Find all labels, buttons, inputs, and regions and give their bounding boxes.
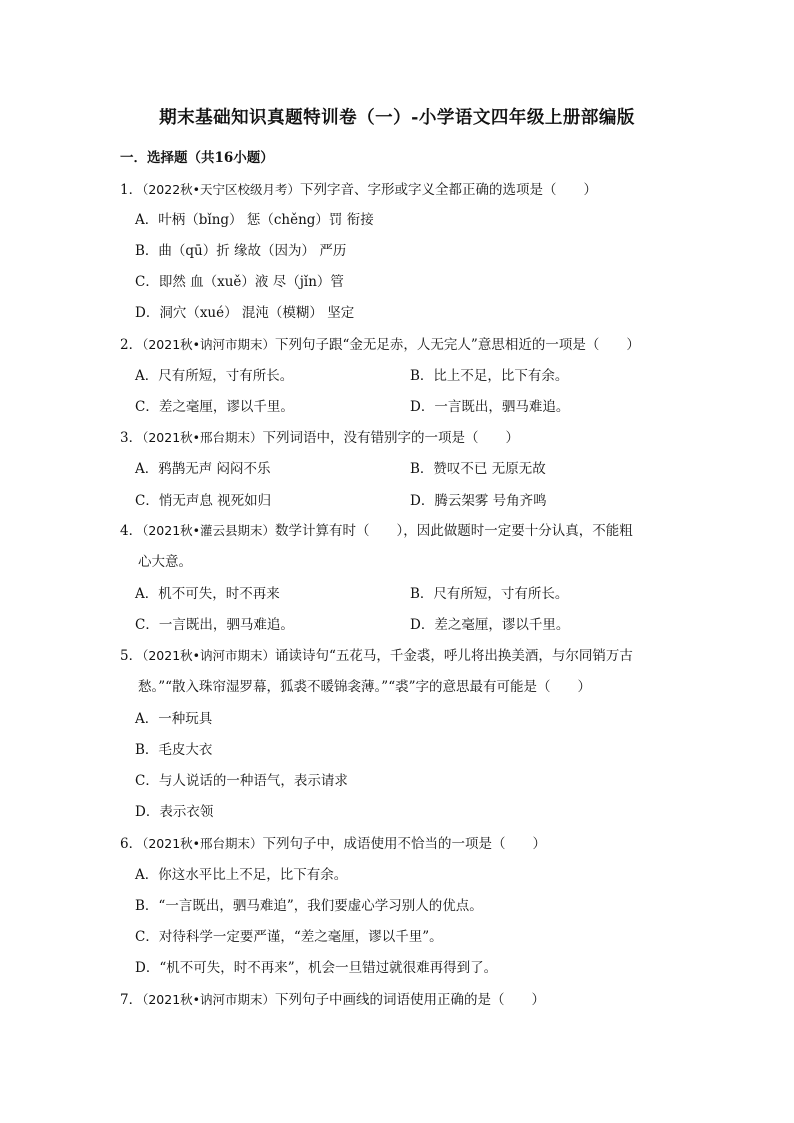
question-stem: 5．（2021秋•讷河市期末）诵读诗句“五花马，千金裘，呼儿将出换美酒，与尔同销万古 [120,648,633,664]
option-a: A．鸦鹊无声 闷闷不乐 [135,461,271,477]
option-a: A．机不可失，时不再来 [135,586,280,602]
question-source: （2021秋•邢台期末） [142,836,263,851]
question-stem-continued: 心大意。 [138,554,192,570]
option-b: B．赞叹不已 无原无故 [410,461,546,477]
option-c: C．对待科学一定要严谨，“差之毫厘，谬以千里”。 [135,929,443,945]
option-b: B．“一言既出，驷马难追”，我们要虚心学习别人的优点。 [135,898,483,914]
option-a: A．叶柄（bǐng） 惩（chěng）罚 衔接 [135,212,374,228]
option-c: C．即然 血（xuě）液 尽（jǐn）管 [135,274,344,290]
question-source: （2021秋•灌云县期末） [142,523,276,538]
option-c: C．一言既出，驷马难追。 [135,617,294,633]
section-heading: 一．选择题（共16小题） [120,150,274,166]
question-source: （2021秋•讷河市期末） [142,648,276,663]
option-b: B．曲（qū）折 缘故（因为） 严历 [135,243,347,259]
option-b: B．尺有所短，寸有所长。 [410,586,569,602]
option-d: D．洞穴（xué） 混沌（模糊） 坚定 [135,305,355,321]
question-source: （2022秋•天宁区校级月考） [142,182,301,197]
option-d: D．表示衣领 [135,804,214,820]
question-source: （2021秋•讷河市期末） [142,337,276,352]
question-stem: 6．（2021秋•邢台期末）下列句子中，成语使用不恰当的一项是（ ） [120,836,547,852]
question-stem: 1．（2022秋•天宁区校级月考）下列字音、字形或字义全都正确的选项是（ ） [120,182,598,198]
question-stem-continued: 愁。”“散入珠帘湿罗幕，狐裘不暖锦衾薄。”“裘”字的意思最有可能是（ ） [138,679,592,695]
question-stem: 4．（2021秋•灌云县期末）数学计算有时（ ），因此做题时一定要十分认真，不能粗 [120,523,633,539]
question-source: （2021秋•邢台期末） [142,430,263,445]
option-b: B．毛皮大衣 [135,742,213,758]
option-d: D．一言既出，驷马难追。 [410,399,570,415]
option-a: A．尺有所短，寸有所长。 [135,368,294,384]
option-b: B．比上不足，比下有余。 [410,368,569,384]
option-a: A．你这水平比上不足，比下有余。 [135,867,348,883]
question-stem: 7．（2021秋•讷河市期末）下列句子中画线的词语使用正确的是（ ） [120,992,546,1008]
option-d: D．“机不可失，时不再来”，机会一旦错过就很难再得到了。 [135,960,498,976]
option-d: D．腾云架雾 号角齐鸣 [410,493,547,509]
question-source: （2021秋•讷河市期末） [142,992,276,1007]
question-stem: 2．（2021秋•讷河市期末）下列句子跟“金无足赤，人无完人”意思相近的一项是（ ） [120,337,640,353]
option-c: C．与人说话的一种语气，表示请求 [135,773,348,789]
question-stem: 3．（2021秋•邢台期末）下列词语中，没有错别字的一项是（ ） [120,430,520,446]
option-c: C．悄无声息 视死如归 [135,493,272,509]
option-a: A．一种玩具 [135,711,213,727]
exam-title: 期末基础知识真题特训卷（一）-小学语文四年级上册部编版 [159,108,635,128]
option-d: D．差之毫厘，谬以千里。 [410,617,570,633]
option-c: C．差之毫厘，谬以千里。 [135,399,294,415]
